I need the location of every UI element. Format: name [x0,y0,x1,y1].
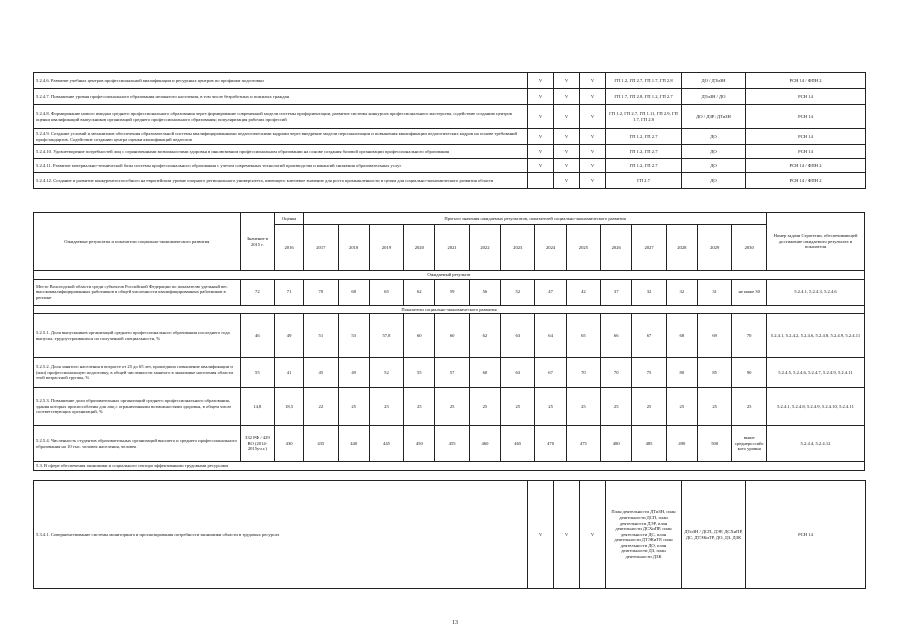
measure-mark-1: V [528,159,554,173]
indicator-value: 70 [732,314,767,358]
measure-row [34,73,866,89]
indicator-value: 52 [369,358,403,388]
indicator-goal: 5.2.4.4, 5.2.4.12 [766,426,864,462]
indicator-text: 5.2.5.4. Численность студентов образовательных организаций высшего и среднего профессионального образования на 10 тыс. человек населения, человек [34,426,241,462]
indicator-value: 480 [601,426,632,462]
indicator-value: 455 [435,426,469,462]
indicator-value: 57 [435,358,469,388]
section-title: 5.3. В сфере обеспечения экономики и социального сектора эффективными трудовыми ресурсами [34,462,865,471]
measure-executor: ДО [682,129,746,145]
year-header: 2023 [501,225,535,271]
indicator-text: 5.2.5.3. Повышение доли образовательных организаций среднего профессионального образования, здания которых приспособлены для лиц с ограниченными возможностями здоровья, в общем числе соответствующих организаций, % [34,388,241,426]
year-header: 2028 [666,225,697,271]
indicator-value: 430 [275,426,304,462]
indicator-value: 80 [666,358,697,388]
indicator-base: 332 РФ / 429 ВО (2014-2015уч.г.) [240,426,274,462]
indicator-value: 66 [601,314,632,358]
indicator-value: 32 [666,279,697,305]
indicator-goal: 5.2.4.1, 5.2.4.3, 5.2.4.6 [766,279,864,305]
measure-mark-2: V [554,481,580,589]
indicator-base: 14,8 [240,388,274,426]
measure-executor: ДО / ДТиЗН [682,73,746,89]
indicator-value: 25 [601,388,632,426]
measure-executor: ДО [682,145,746,159]
measure-mark-3: V [580,159,606,173]
measure-mark-2: V [554,73,580,89]
indicator-value: 70 [601,358,632,388]
year-header: 2018 [338,225,369,271]
measure-row [34,159,866,173]
indicator-value: 25 [338,388,369,426]
indicator-value: 41 [275,358,304,388]
measure-text: 5.2.4.11. Развитие материально-технической базы системы профессионального образования с учетом современных технологий производства и вакансий снижения образовательных услуг [34,159,528,173]
indicator-value: 485 [632,426,666,462]
measure-mark-1: V [528,89,554,105]
measure-document: РСН 14 [746,481,866,589]
indicator-value: 65 [566,314,600,358]
measure-executor: ДТиЗН / ДСП, ДЭР, ДСХиПР, ДС, ДТЭКиТР, ДО, ДЗ, ДЗК [682,481,746,589]
measure-row [34,89,866,105]
indicator-value: 90 [732,358,767,388]
indicator-value: 64 [535,314,566,358]
indicator-value: 22 [304,388,338,426]
indicator-value: 47 [535,279,566,305]
indicator-value: не ниже 30 [732,279,767,305]
measure-text: 5.2.4.9. Создание условий и механизмов обеспечения образовательной системы квалифицированными педагогическими кадрами через внедрение модели персонализации и повышения квалификации педагогических кадров на основе требований профстандартов. Содействие созданию центра оценки квалификаций педагогов [34,129,528,145]
indicator-goal: 5.2.4.1, 5.2.4.2, 5.2.4.6, 5.2.4.8, 5.2.4.9, 5.2.4.11 [766,314,864,358]
indicator-value: 475 [566,426,600,462]
measure-mark-2: V [554,129,580,145]
indicator-value: 65 [369,279,403,305]
indicator-value: 49 [275,314,304,358]
indicators-table [33,212,865,471]
indicator-base: 55 [240,358,274,388]
measure-mark-1: V [528,105,554,129]
indicator-value: 85 [697,358,731,388]
indicator-value: 25 [501,388,535,426]
year-header: 2030 [732,225,767,271]
year-header: 2017 [304,225,338,271]
header-goal: Номер задачи Стратегии, обеспечивающей достижение ожидаемого результата и показателя [766,213,864,271]
indicator-value: 60 [469,358,500,388]
measures-table [33,72,866,189]
indicator-value: 60 [404,314,435,358]
measure-document: РСН 14 [746,105,866,129]
section-row [34,462,865,471]
measure-mark-1: V [528,129,554,145]
year-header: 2019 [369,225,403,271]
header-estimate: Оценка [275,213,304,225]
year-header: 2016 [275,225,304,271]
indicator-value: 37 [601,279,632,305]
header-forecast: Прогноз значения ожидаемых результатов, показателей социально-экономического развития [304,213,767,225]
measure-mark-1 [528,173,554,189]
indicator-text: 5.2.5.2. Доля занятого населения в возрасте от 25 до 65 лет, прошедших повышение квалификации и (или) профессиональную подготовку, в общей численности занятого в экономике населения области этой возрастной группы, % [34,358,241,388]
indicator-value: 52 [501,279,535,305]
indicator-value: 67 [632,314,666,358]
measure-document: РСН 14 / ФПН 2 [746,173,866,189]
indicator-value: 68 [666,314,697,358]
indicator-value: 32 [632,279,666,305]
indicator-row [34,358,865,388]
indicator-base: 46 [240,314,274,358]
year-header: 2024 [535,225,566,271]
measure-mark-3: V [580,89,606,105]
indicator-value: 70 [566,358,600,388]
indicator-value: 440 [338,426,369,462]
indicator-value: выше среднероссийского уровня [732,426,767,462]
year-header: 2022 [469,225,500,271]
year-header: 2027 [632,225,666,271]
measure-mark-3: V [580,481,606,589]
measure-row [34,481,866,589]
indicator-value: 70 [304,279,338,305]
measure-text: 5.2.4.12. Создание и развитие конкурентоспособного на европейском уровне опорного регионального университета, имеющего ключевое значение для роста промышленности и целям для социально-экономического развития области [34,173,528,189]
indicator-value: 435 [304,426,338,462]
indicator-value: 31 [697,279,731,305]
indicator-value: 465 [501,426,535,462]
indicator-value: 62 [469,314,500,358]
measure-document: РСН 14 [746,145,866,159]
indicator-value: 490 [666,426,697,462]
measure-text: 5.2.4.7. Повышение уровня профессионального образования незанятого населения, в том числе безработных и пожилых граждан [34,89,528,105]
indicator-value: 25 [732,388,767,426]
measure-mark-2: V [554,159,580,173]
measure-text: 5.2.4.6. Развитие учебных центров профессиональной квалификации и ресурсных центров по профилям подготовки [34,73,528,89]
indicator-value: 75 [632,358,666,388]
indicator-value: 470 [535,426,566,462]
measure-program: ГП 1.2, ГП 2.7 [606,159,682,173]
indicator-value: 60 [435,314,469,358]
measure-mark-1: V [528,73,554,89]
measure-text: 5.2.4.8. Формирование нового имиджа среднего профессионального образования через формирование современной модели системы профориентации, развитие системы конкурсов профессионального мастерства, содействие созданию центров оценки квалификаций выпускников организаций среднего профессионального образования; популяризация рабочих профессий [34,105,528,129]
measure-mark-3: V [580,173,606,189]
indicator-value: 63 [501,358,535,388]
indicator-value: 56 [469,279,500,305]
measure-mark-3: V [580,73,606,89]
measure-executor: ДО [682,159,746,173]
indicator-value: 67 [535,358,566,388]
expected-label: Ожидаемый результат [34,271,865,280]
measure-row [34,173,866,189]
measure-mark-2: V [554,89,580,105]
indicator-value: 18,5 [275,388,304,426]
indicator-value: 71 [275,279,304,305]
header-name: Ожидаемые результаты и показатели социально-экономического развития [34,213,241,271]
page-number: 13 [452,620,458,626]
indicators-label: Показатели социально-экономического развития [34,305,865,314]
measure-program: ГП 1.2, ГП 2.7, ГП 1.11, ГП 2.9, ГП 1.7, ГП 2.8 [606,105,682,129]
indicators-label-row [34,305,865,314]
measure-mark-2: V [554,145,580,159]
measure-row [34,145,866,159]
measure-mark-2: V [554,173,580,189]
bottom-measure-table [33,480,866,589]
expected-row [34,279,865,305]
year-header: 2021 [435,225,469,271]
measure-mark-1: V [528,481,554,589]
indicator-value: 500 [697,426,731,462]
indicator-value: 68 [338,279,369,305]
indicator-text: 5.2.5.1. Доля выпускников организаций среднего профессионального образования последнего года выпуска, трудоустроившихся по полученной специальности, % [34,314,241,358]
indicator-text: Место Вологодской области среди субъектов Российской Федерации по показателю удельный вес высококвалифицированных работников в общей численности квалифицированных работников в регионе [34,279,241,305]
measure-executor: ДО / ДЗР; ДТиЗН [682,105,746,129]
year-header: 2029 [697,225,731,271]
indicator-value: 62 [404,279,435,305]
indicator-goal: 5.2.4.5, 5.2.4.6, 5.2.4.7, 5.2.4.9, 5.2.4.11 [766,358,864,388]
measure-executor: ДТиЗН / ДО [682,89,746,105]
indicator-value: 450 [404,426,435,462]
indicator-value: 25 [535,388,566,426]
indicator-value: 25 [435,388,469,426]
indicator-value: 42 [566,279,600,305]
year-header: 2025 [566,225,600,271]
indicator-row [34,314,865,358]
measure-document: РСН 14 [746,129,866,145]
indicator-value: 53 [338,314,369,358]
measure-row [34,105,866,129]
measure-program: ГП 1.7, ГП 2.8, ГП 1.2, ГП 2.7 [606,89,682,105]
indicator-value: 445 [369,426,403,462]
indicator-value: 25 [404,388,435,426]
measure-mark-3: V [580,105,606,129]
indicator-value: 59 [435,279,469,305]
measure-document: РСН 14 [746,89,866,105]
measure-mark-3: V [580,145,606,159]
indicator-value: 69 [697,314,731,358]
measure-row [34,129,866,145]
indicator-row [34,426,865,462]
indicator-value: 45 [304,358,338,388]
indicator-value: 25 [632,388,666,426]
measure-mark-2: V [554,105,580,129]
measure-mark-1: V [528,145,554,159]
measure-program: ГП 1.2, ГП 2.7, ГП 1.7, ГП 2.8 [606,73,682,89]
measure-mark-3: V [580,129,606,145]
year-header: 2020 [404,225,435,271]
indicator-value: 25 [666,388,697,426]
indicator-value: 25 [469,388,500,426]
header-base: Значение в 2015 г. [240,213,274,271]
indicator-value: 55 [404,358,435,388]
measure-executor: ДО [682,173,746,189]
indicator-value: 51 [304,314,338,358]
measure-document: РСН 14 / ФПН 2 [746,159,866,173]
year-header: 2026 [601,225,632,271]
indicator-goal: 5.2.4.1, 5.2.4.8, 5.2.4.9, 5.2.4.10, 5.2.4.11 [766,388,864,426]
indicator-row [34,388,865,426]
indicator-value: 63 [501,314,535,358]
indicator-value: 49 [338,358,369,388]
indicator-value: 57,8 [369,314,403,358]
indicator-value: 25 [369,388,403,426]
measure-text: 5.2.4.10. Удовлетворение потребностей лиц с ограниченными возможностями здоровья в инклюзивном профессиональном образовании на основе создания базовой организации профессионального образования [34,145,528,159]
measure-program: ГП 1.2, ГП 2.7 [606,129,682,145]
measure-document: РСН 14 / ФПН 2 [746,73,866,89]
measure-text: 5.3.4.1. Совершенствование системы мониторинга и прогнозирования потребности экономики области в трудовых ресурсах [34,481,528,589]
measure-program: ГП 1.2, ГП 2.7 [606,145,682,159]
indicator-value: 25 [566,388,600,426]
indicator-value: 25 [697,388,731,426]
measure-program: План деятельности ДТиЗН, план деятельности ДСП, план деятельности ДЭР, план деятельности ДСХиПР, план деятельности ДС, план деятельности ДТЭКиТР, план деятельности ДО, план деятельности ДЗ, план деятельности ДЗК [606,481,682,589]
indicator-value: 460 [469,426,500,462]
indicator-base: 72 [240,279,274,305]
measure-program: ГП 2.7 [606,173,682,189]
